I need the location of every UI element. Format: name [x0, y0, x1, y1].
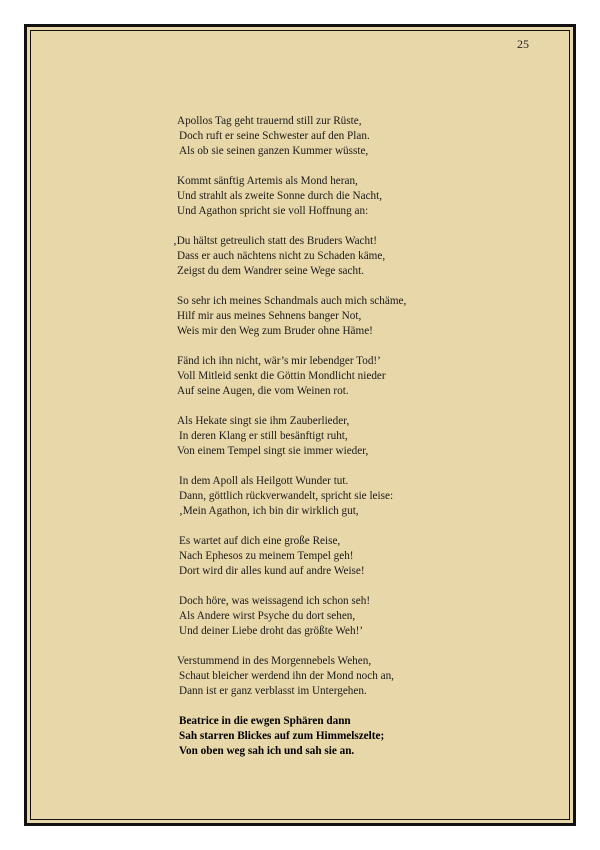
poem-line: Dann ist er ganz verblasst im Untergehen.: [179, 685, 367, 697]
stanza: [177, 414, 557, 459]
page-number: 25: [517, 37, 529, 51]
page-frame: [24, 24, 576, 826]
poem-line: So sehr ich meines Schandmals auch mich schäme,: [177, 295, 407, 307]
poem-line: Doch höre, was weissagend ich schon seh!: [179, 595, 371, 607]
poem-line: Doch ruft er seine Schwester auf den Plan.: [179, 130, 370, 142]
poem-line: Und deiner Liebe droht das größte Weh!’: [179, 625, 364, 637]
poem-line: Schaut bleicher werdend ihn der Mond noch an,: [179, 670, 394, 682]
poem-line: Als ob sie seinen ganzen Kummer wüsste,: [179, 145, 369, 157]
poem-line: Nach Ephesos zu meinem Tempel geh!: [179, 550, 354, 562]
poem-line: Von einem Tempel singt sie immer wieder,: [177, 445, 369, 457]
poem-line: Hilf mir aus meines Sehnens banger Not,: [177, 310, 362, 322]
poem-line: Es wartet auf dich eine große Reise,: [179, 535, 341, 547]
poem-line: Apollos Tag geht trauernd still zur Rüste,: [177, 115, 362, 127]
stanza: [177, 354, 557, 399]
poem: [173, 114, 557, 774]
stanza: [177, 714, 557, 759]
poem-line: Verstummend in des Morgennebels Wehen,: [177, 655, 372, 667]
poem-line: Als Hekate singt sie ihm Zauberlieder,: [177, 415, 350, 427]
poem-line: ‚Du hältst getreulich statt des Bruders Wacht!: [173, 235, 377, 247]
poem-line: Auf seine Augen, die vom Weinen rot.: [177, 385, 349, 397]
poem-line: Dort wird dir alles kund auf andre Weise!: [179, 565, 365, 577]
poem-line: Zeigst du dem Wandrer seine Wege sacht.: [177, 265, 364, 277]
stanza: [177, 114, 557, 159]
poem-line: Und strahlt als zweite Sonne durch die Nacht,: [177, 190, 383, 202]
stanza: [177, 174, 557, 219]
poem-line: Weis mir den Weg zum Bruder ohne Häme!: [177, 325, 373, 337]
poem-line: Kommt sänftig Artemis als Mond heran,: [177, 175, 358, 187]
poem-line: Dann, göttlich rückverwandelt, spricht sie leise:: [179, 490, 394, 502]
poem-line: Voll Mitleid senkt die Göttin Mondlicht nieder: [177, 370, 386, 382]
stanza: [173, 234, 557, 279]
poem-line: Als Andere wirst Psyche du dort sehen,: [179, 610, 356, 622]
poem-line: ‚Mein Agathon, ich bin dir wirklich gut,: [179, 505, 359, 517]
stanza: [177, 594, 557, 639]
poem-line: Dass er auch nächtens nicht zu Schaden käme,: [177, 250, 386, 262]
stanza: [177, 474, 557, 519]
stanza: [177, 534, 557, 579]
poem-line: In deren Klang er still besänftigt ruht,: [179, 430, 348, 442]
poem-line: Fänd ich ihn nicht, wär’s mir lebendger Tod!’: [177, 355, 381, 367]
poem-line: Von oben weg sah ich und sah sie an.: [179, 745, 355, 757]
poem-line: Sah starren Blickes auf zum Himmelszelte;: [179, 730, 385, 742]
stanza: [177, 294, 557, 339]
stanza: [177, 654, 557, 699]
poem-line: In dem Apoll als Heilgott Wunder tut.: [179, 475, 349, 487]
poem-line: Und Agathon spricht sie voll Hoffnung an:: [177, 205, 369, 217]
poem-line: Beatrice in die ewgen Sphären dann: [179, 715, 351, 727]
